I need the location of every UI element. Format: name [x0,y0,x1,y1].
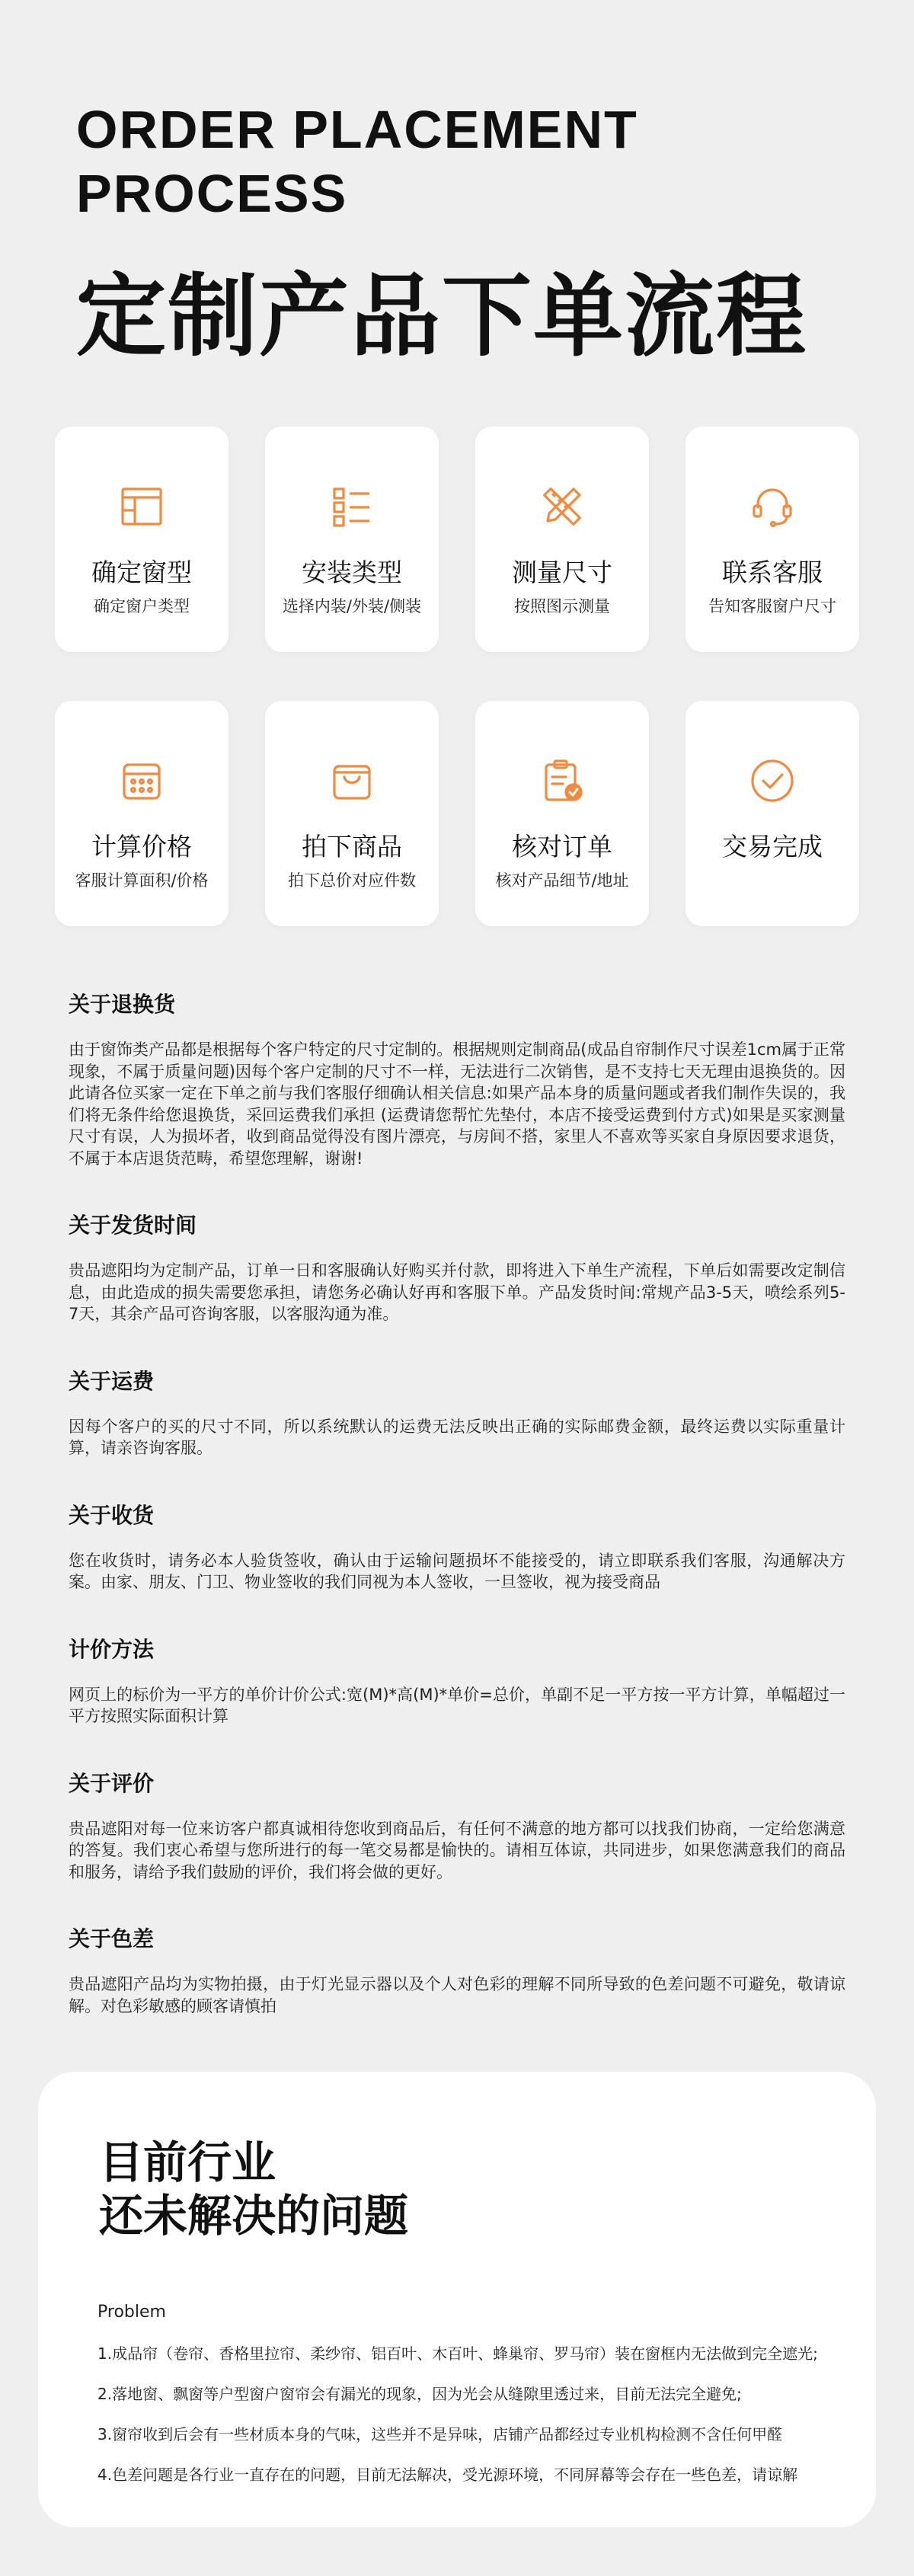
note-title: 计价方法 [69,1636,155,1662]
page-title-en [76,97,838,225]
step-subtitle: 选择内装/外装/侧装 [282,597,422,615]
step-card-contact [686,427,859,652]
step-title: 计算价格 [91,832,192,861]
issues-title [99,2136,853,2242]
step-subtitle: 确定窗户类型 [94,597,190,615]
step-card-measure [475,427,649,652]
step-subtitle: 拍下总价对应件数 [288,871,416,890]
headset-icon [747,481,797,532]
note-freight [69,1369,845,1459]
calculator-icon [117,756,167,806]
page-title-cn: 定制产品下单流程 [76,264,808,369]
note-title: 关于收货 [69,1502,155,1528]
step-subtitle: 客服计算面积/价格 [75,871,209,890]
step-subtitle: 告知客服窗户尺寸 [708,597,836,615]
note-title: 关于运费 [69,1368,155,1394]
step-title: 测量尺寸 [512,558,612,587]
note-color-difference [69,1926,845,2017]
step-title: 联系客服 [722,558,823,587]
step-card-price [55,701,228,926]
ruler-pencil-icon [537,481,587,532]
issue-item: 3.窗帘收到后会有一些材质本身的气味，这些并不是异味，店铺产品都经过专业机构检测不含任何甲醛 [97,2425,783,2443]
note-body: 贵品遮阳均为定制产品，订单一日和客服确认好购买并付款，即将进入下单生产流程，下单后如需要改定制信息，由此造成的损失需要您承担，请您务必确认好再和客服下单。产品发货时间:常规产品3-5天，喷绘系列5-7天，其余产品可咨询客服，以客服沟通为准。 [69,1261,845,1323]
step-title: 核对订单 [512,832,612,861]
clipboard-check-icon [537,756,587,806]
window-layout-icon [117,481,167,532]
step-title: 交易完成 [722,832,823,861]
issues-label-en: Problem [97,2303,166,2322]
note-title: 关于评价 [69,1770,155,1796]
note-shipping-time [69,1213,845,1325]
note-returns [69,992,845,1169]
issues-title-line1: 目前行业 [99,2137,276,2188]
note-body: 您在收货时，请务必本人验货签收，确认由于运输问题损坏不能接受的，请立即联系我们客服，沟通解决方案。由家、朋友、门卫、物业签收的我们同视为本人签收，一旦签收，视为接受商品 [69,1551,845,1591]
note-receiving [69,1503,845,1593]
industry-issues-card [38,2072,876,2527]
shopping-bag-icon [327,756,377,806]
issue-item: 4.色差问题是各行业一直存在的问题，目前无法解决，受光源环境，不同屏幕等会存在一些色差，请谅解 [97,2466,798,2484]
note-body: 因每个客户的买的尺寸不同，所以系统默认的运费无法反映出正确的实际邮费金额，最终运费以实际重量计算，请亲咨询客服。 [69,1417,845,1457]
note-title: 关于色差 [69,1926,155,1951]
step-title: 安装类型 [302,558,402,587]
issues-title-line2: 还未解决的问题 [99,2190,409,2242]
process-steps-grid [55,427,859,926]
note-title: 关于退换货 [69,992,176,1017]
note-body: 贵品遮阳对每一位来访客户都真诚相待您收到商品后，有任何不满意的地方都可以找我们协商，一定给您满意的答复。我们衷心希望与您所进行的每一笔交易都是愉快的。请相互体谅，共同进步，如果您满意我们的商品和服务，请给予我们鼓励的评价，我们将会做的更好。 [69,1819,845,1881]
title-en-line2: PROCESS [76,164,348,223]
issue-item: 2.落地窗、飘窗等户型窗户窗帘会有漏光的现象，因为光会从缝隙里透过来，目前无法完全避免; [97,2385,742,2403]
step-subtitle: 核对产品细节/地址 [495,871,629,890]
note-body: 网页上的标价为一平方的单价计价公式:宽(M)*高(M)*单价=总价，单副不足一平方按一平方计算，单幅超过一平方按照实际面积计算 [69,1685,845,1725]
step-card-verify [475,701,649,926]
title-en-line1: ORDER PLACEMENT [76,100,638,159]
note-body: 由于窗饰类产品都是根据每个客户特定的尺寸定制的。根据规则定制商品(成品自帘制作尺寸误差1cm属于正常现象，不属于质量问题)因每个客户定制的尺寸不一样，无法进行二次销售，是不支持七天无理由退换货的。因此请各位买家一定在下单之前与我们客服仔细确认相关信息:如果产品本身的质量问题或者我们制作失误的，我们将无条件给您退换货，采回运费我们承担 (运费请您帮忙先垫付，本店不接受运费到付方式)如果是买家测量尺寸有误，人为损坏者，收到商品觉得没有图片漂亮，与房间不搭，家里人不喜欢等买家自身原因要求退货，不属于本店退货范畴，希望您理解，谢谢! [69,1040,845,1168]
issues-list [97,2343,853,2485]
step-title: 确定窗型 [91,558,192,587]
note-body: 贵品遮阳产品均为实物拍摄，由于灯光显示器以及个人对色彩的理解不同所导致的色差问题不可避免，敬请谅解。对色彩敏感的顾客请慎拍 [69,1975,845,2015]
step-card-complete [686,701,859,926]
check-circle-icon [747,756,797,806]
step-title: 拍下商品 [302,832,402,861]
step-card-buy [265,701,439,926]
step-card-window-type [55,427,228,652]
policy-notes [69,992,845,2060]
note-reviews [69,1771,845,1884]
install-list-icon [327,481,377,532]
step-subtitle: 按照图示测量 [514,597,610,615]
issue-item: 1.成品帘（卷帘、香格里拉帘、柔纱帘、铝百叶、木百叶、蜂巢帘、罗马帘）装在窗框内无法做到完全遮光; [97,2344,818,2363]
step-card-install-type [265,427,439,652]
note-title: 关于发货时间 [69,1213,197,1238]
note-pricing [69,1637,845,1727]
